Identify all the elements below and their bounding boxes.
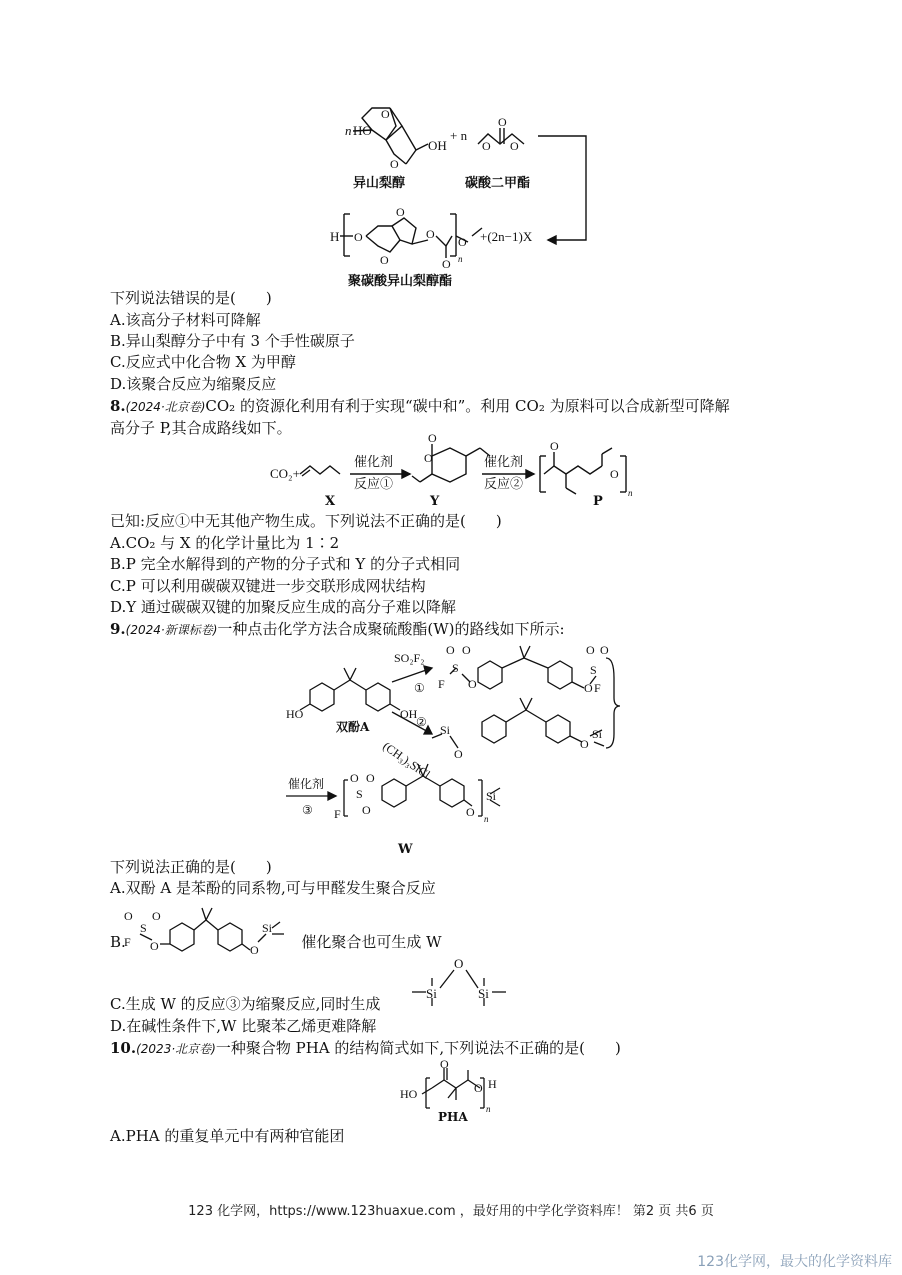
q9-option-b-tail: 催化聚合也可生成 W [301,933,442,951]
svg-text:O: O [381,107,390,121]
svg-text:F: F [124,935,131,949]
q9-number: 9. [110,620,126,638]
svg-text:O: O [424,451,433,465]
q8-co2: CO₂+ [270,466,300,481]
q8-option-a: A.CO₂ 与 X 的化学计量比为 1∶2 [110,534,340,552]
q9-stem: 一种点击化学方法合成聚硫酸酯(W)的路线如下所示: [217,620,565,638]
q9-ch33sicl: (CH₃)₃SiCl [380,738,433,782]
page-footer: 123 化学网，https://www.123huaxue.com ，最好用的中学化学资料库！ 第2 页 共6 页 [188,1204,714,1219]
q7-n-sub: n [458,254,463,264]
svg-text:Si: Si [262,921,273,935]
q8-stem-line1 [110,396,730,417]
svg-text:O: O [350,771,359,785]
q7-option-a: A.该高分子材料可降解 [110,311,261,329]
q9-option-d: D.在碱性条件下,W 比聚苯乙烯更难降解 [110,1017,377,1035]
label-polymer: 聚碳酸异山梨醇酯 [348,274,453,289]
watermark: 123化学网，最大的化学资料库 [697,1254,892,1270]
q9-so2f2: SO₂F₂ [394,651,425,665]
svg-text:O: O [440,1057,449,1071]
q8-catalyst-2: 催化剂 [484,454,524,469]
q10-n-sub: n [486,1104,491,1114]
q9-option-c: C.生成 W 的反应③为缩聚反应,同时生成 [110,995,381,1013]
q10-stem-line [110,1038,621,1059]
q9-oh: OH [400,707,418,721]
svg-text:S: S [590,663,597,677]
q10-stem: 一种聚合物 PHA 的结构简式如下,下列说法不正确的是( ) [215,1039,621,1057]
svg-text:O: O [428,431,437,445]
q9-n-sub: n [484,814,489,824]
svg-text:Si: Si [486,789,497,803]
svg-text:O: O [426,227,435,241]
svg-text:O: O [150,939,159,953]
q10-h: H [488,1077,497,1091]
svg-text:O: O [442,257,451,271]
q8-option-d: D.Y 通过碳碳双键的加聚反应生成的高分子难以降解 [110,598,456,616]
svg-text:O: O [250,943,259,957]
q9-option-b-prefix: B. [110,933,126,951]
svg-text:O: O [474,1081,483,1095]
q8-catalyst-1: 催化剂 [354,454,394,469]
q8-reaction-1: 反应① [354,476,394,491]
q10-number: 10. [110,1039,137,1057]
svg-text:O: O [510,139,519,153]
q8-known: 已知:反应①中无其他产物生成。下列说法不正确的是( ) [110,512,502,530]
svg-text:Si: Si [478,986,489,1001]
svg-text:O: O [366,771,375,785]
q9-step-3: ③ [302,803,313,817]
q10-option-a: A.PHA 的重复单元中有两种官能团 [110,1127,345,1145]
q7-oh-label: OH [428,138,447,153]
q8-label-p: P [593,494,603,509]
svg-text:F: F [334,807,341,821]
q8-stem1: CO₂ 的资源化利用有利于实现“碳中和”。利用 CO₂ 为原料可以合成新型可降解 [205,397,730,415]
q9-label-w: W [398,842,413,857]
svg-text:O: O [396,205,405,219]
svg-text:O: O [586,643,595,657]
q8-stem-line2: 高分子 P,其合成路线如下。 [110,419,292,437]
q8-reaction-2: 反应② [484,476,524,491]
q7-n-coef: n [345,123,352,138]
svg-text:O: O [454,956,464,971]
label-isosorbide: 异山梨醇 [353,176,406,191]
svg-text:O: O [390,157,399,171]
q9-f-left: F [438,677,445,691]
q7-stem: 下列说法错误的是( ) [110,289,272,307]
svg-text:O: O [584,681,593,695]
q9-source: (2024·新课标卷) [125,623,218,637]
svg-text:O: O [454,747,463,761]
q9-option-a: A.双酚 A 是苯酚的同系物,可与甲醛发生聚合反应 [110,879,436,897]
svg-text:S: S [452,661,459,675]
q9-step-2: ② [416,715,427,729]
svg-text:O: O [466,805,475,819]
svg-text:O: O [468,677,477,691]
svg-text:O: O [362,803,371,817]
q9-ho: HO [286,707,304,721]
svg-text:O: O [462,643,471,657]
svg-text:O: O [498,115,507,129]
q7-ho-label: HO [353,123,372,138]
q10-ho: HO [400,1087,418,1101]
svg-text:S: S [356,787,363,801]
svg-text:Si: Si [592,727,603,741]
q8-source: (2024·北京卷) [125,400,206,414]
q9-option-c-structure [0,956,902,1006]
svg-text:O: O [600,643,609,657]
q8-label-y: Y [430,494,440,509]
q10-label-pha: PHA [438,1110,468,1124]
q10-source: (2023·北京卷) [136,1042,216,1056]
svg-text:O: O [610,467,619,481]
q8-option-c: C.P 可以利用碳碳双键进一步交联形成网状结构 [110,577,426,595]
label-dmc: 碳酸二甲酯 [465,176,531,191]
q8-label-x: X [325,494,336,509]
q7-option-c: C.反应式中化合物 X 为甲醇 [110,353,296,371]
q7-byproduct: +(2n−1)X [480,229,533,244]
q7-plus-n: + n [450,128,468,143]
isosorbide-structure [0,0,902,300]
q9-stem2: 下列说法正确的是( ) [110,858,272,876]
svg-text:S: S [140,921,147,935]
q7-option-d: D.该聚合反应为缩聚反应 [110,375,277,393]
svg-text:O: O [354,230,363,244]
svg-text:O: O [380,253,389,267]
q9-label-bpa: 双酚A [336,720,370,734]
q9-step-1: ① [414,681,425,695]
svg-text:O: O [580,737,589,751]
svg-text:O: O [482,139,491,153]
q9-stem-line [110,619,565,640]
q8-number: 8. [110,397,126,415]
q9-si-bottom: Si [440,723,451,737]
svg-text:O: O [446,643,455,657]
svg-text:O: O [550,439,559,453]
q9-catalyst: 催化剂 [288,777,325,791]
svg-text:O: O [124,909,133,923]
q9-option-b-structure [0,898,902,958]
svg-text:O: O [458,235,467,249]
q7-option-b: B.异山梨醇分子中有 3 个手性碳原子 [110,332,355,350]
svg-text:Si: Si [426,986,437,1001]
q8-option-b: B.P 完全水解得到的产物的分子式和 Y 的分子式相同 [110,555,461,573]
q7-h-label: H [330,229,340,244]
svg-text:O: O [152,909,161,923]
q8-n-sub: n [628,488,633,498]
svg-text:F: F [594,681,601,695]
